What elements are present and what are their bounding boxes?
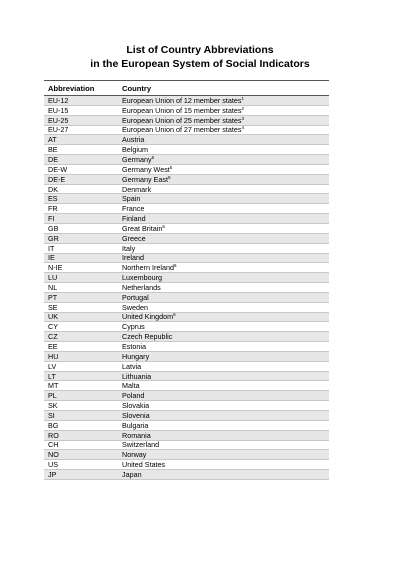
- abbreviation-cell: PL: [48, 391, 57, 401]
- abbreviation-cell: SI: [48, 410, 55, 420]
- country-name: Greece: [122, 233, 146, 243]
- footnote-marker: 5: [169, 164, 173, 170]
- abbreviation-cell: DE-W: [48, 164, 68, 174]
- abbreviation-cell: DK: [48, 184, 58, 194]
- table-row: [44, 400, 329, 410]
- table-row: [44, 203, 329, 213]
- country-cell: [122, 96, 244, 105]
- table-row: [44, 233, 329, 243]
- country-cell: [122, 303, 148, 312]
- country-cell: [122, 440, 159, 449]
- abbreviation-cell: N-IE: [48, 263, 63, 273]
- country-cell: [122, 293, 149, 302]
- abbreviation-cell: MT: [48, 381, 59, 391]
- country-cell: [122, 391, 144, 400]
- country-cell: [122, 204, 144, 213]
- table-row: [44, 459, 329, 469]
- country-name: Romania: [122, 430, 151, 440]
- footnote-marker: 1: [241, 95, 244, 101]
- country-name: Ireland: [122, 253, 144, 263]
- table-row: [44, 134, 329, 144]
- country-cell: [122, 283, 161, 292]
- country-cell: [122, 342, 146, 351]
- header-country: Country: [122, 83, 152, 93]
- country-cell: [122, 145, 148, 154]
- abbreviation-cell: LV: [48, 361, 57, 371]
- table-row: [44, 174, 329, 184]
- country-name: Slovenia: [122, 410, 150, 420]
- table-row: [44, 292, 329, 302]
- abbreviation-cell: SK: [48, 401, 58, 411]
- country-cell: [122, 253, 144, 262]
- table-row: [44, 331, 329, 341]
- abbreviation-cell: HU: [48, 351, 59, 361]
- country-name: Spain: [122, 194, 141, 204]
- country-name: Cyprus: [122, 322, 145, 332]
- table-row: [44, 184, 329, 194]
- country-name: United States: [122, 460, 166, 470]
- title-line-1: List of Country Abbreviations: [126, 44, 274, 56]
- footnote-marker: 4: [241, 125, 244, 131]
- country-cell: [122, 401, 149, 410]
- country-cell: [122, 194, 140, 203]
- table-row: [44, 351, 329, 361]
- country-cell: [122, 175, 170, 184]
- table-row: [44, 341, 329, 351]
- table-row: [44, 361, 329, 371]
- country-cell: [122, 322, 145, 331]
- country-name: Belgium: [122, 145, 148, 155]
- abbreviation-cell: EU-25: [48, 115, 69, 125]
- table-row: [44, 193, 329, 203]
- table-row: [44, 282, 329, 292]
- country-cell: [122, 421, 148, 430]
- table-row: [44, 302, 329, 312]
- country-name: France: [122, 204, 145, 214]
- country-name: Poland: [122, 391, 145, 401]
- abbreviation-cell: BG: [48, 420, 59, 430]
- country-cell: [122, 352, 149, 361]
- table-row: [44, 95, 329, 105]
- country-cell: [122, 312, 176, 321]
- country-name: United Kingdom: [122, 312, 174, 322]
- country-name: Japan: [122, 469, 142, 479]
- abbreviation-cell: IE: [48, 253, 55, 263]
- footnote-marker: 5: [167, 174, 171, 180]
- country-name: Netherlands: [122, 282, 161, 292]
- country-cell: [122, 273, 162, 282]
- country-name: Luxembourg: [122, 273, 162, 283]
- country-cell: [122, 234, 146, 243]
- footnote-marker: 6: [162, 223, 165, 229]
- country-name: Sweden: [122, 302, 148, 312]
- table-row: [44, 430, 329, 440]
- country-cell: [122, 470, 142, 479]
- footnote-marker: 2: [241, 105, 244, 111]
- table-row: [44, 154, 329, 164]
- footnote-marker: 5: [151, 154, 155, 160]
- country-cell: [122, 106, 244, 115]
- country-name: European Union of 25 member states: [122, 115, 242, 125]
- country-name: Slovakia: [122, 401, 150, 411]
- table-row: [44, 371, 329, 381]
- abbreviation-cell: NO: [48, 450, 59, 460]
- abbreviation-cell: ES: [48, 194, 58, 204]
- footnote-marker: 3: [241, 115, 244, 121]
- header-abbreviation: Abbreviation: [48, 83, 95, 93]
- country-name: Germany: [122, 154, 152, 164]
- table-row: [44, 144, 329, 154]
- country-cell: [122, 450, 146, 459]
- table-row: [44, 390, 329, 400]
- title-line-2: in the European System of Social Indicators: [90, 57, 310, 70]
- table-row: [44, 440, 329, 450]
- abbreviation-cell: EU-15: [48, 105, 69, 115]
- country-name: Norway: [122, 450, 147, 460]
- country-cell: [122, 125, 244, 134]
- country-cell: [122, 411, 150, 420]
- abbreviation-cell: FI: [48, 214, 55, 224]
- country-name: Italy: [122, 243, 136, 253]
- abbreviation-cell: EU-12: [48, 95, 69, 105]
- country-name: Denmark: [122, 184, 152, 194]
- country-name: European Union of 12 member states: [122, 95, 242, 105]
- footnote-marker: 6: [173, 312, 176, 318]
- abbreviation-cell: SE: [48, 302, 58, 312]
- table-row: [44, 115, 329, 125]
- country-name: Finland: [122, 214, 146, 224]
- table-row: [44, 253, 329, 263]
- table-row: [44, 272, 329, 282]
- abbreviation-cell: LT: [48, 371, 56, 381]
- table-row: [44, 449, 329, 459]
- country-cell: [122, 332, 172, 341]
- abbreviation-cell: JP: [48, 469, 57, 479]
- country-cell: [122, 381, 140, 390]
- abbreviation-cell: EU-27: [48, 125, 69, 135]
- table-row: [44, 243, 329, 253]
- table-row: [44, 420, 329, 430]
- country-name: Northern Ireland: [122, 263, 174, 273]
- abbreviation-cell: CY: [48, 322, 58, 332]
- abbreviation-cell: EE: [48, 342, 58, 352]
- country-cell: [122, 135, 144, 144]
- table-header-row: [44, 81, 329, 95]
- country-name: Great Britain: [122, 223, 163, 233]
- country-cell: [122, 214, 146, 223]
- country-cell: [122, 263, 176, 272]
- abbreviation-cell: DE-E: [48, 174, 66, 184]
- country-cell: [122, 185, 151, 194]
- abbreviation-cell: PT: [48, 292, 58, 302]
- abbreviation-cell: UK: [48, 312, 58, 322]
- abbreviation-cell: GR: [48, 233, 59, 243]
- country-name: Hungary: [122, 351, 150, 361]
- table-row: [44, 380, 329, 390]
- country-cell: [122, 431, 151, 440]
- table-row: [44, 312, 329, 322]
- country-name: Estonia: [122, 342, 146, 352]
- abbreviation-cell: NL: [48, 282, 58, 292]
- abbreviation-cell: GB: [48, 223, 59, 233]
- table-row: [44, 262, 329, 272]
- country-name: Switzerland: [122, 440, 160, 450]
- country-name: Germany East: [122, 174, 168, 184]
- abbreviation-cell: LU: [48, 273, 58, 283]
- page-title: [0, 44, 400, 71]
- table-row: [44, 321, 329, 331]
- country-name: Portugal: [122, 292, 149, 302]
- country-name: Austria: [122, 135, 145, 145]
- abbreviation-cell: AT: [48, 135, 57, 145]
- abbreviation-cell: CZ: [48, 332, 58, 342]
- country-cell: [122, 362, 141, 371]
- country-cell: [122, 244, 135, 253]
- table-bottom-rule: [44, 479, 329, 480]
- abbreviation-cell: FR: [48, 204, 58, 214]
- abbreviation-cell: US: [48, 460, 58, 470]
- table-row: [44, 164, 329, 174]
- abbreviation-cell: DE: [48, 154, 58, 164]
- country-name: Malta: [122, 381, 140, 391]
- country-cell: [122, 155, 154, 164]
- table-row: [44, 213, 329, 223]
- country-cell: [122, 224, 165, 233]
- country-name: Lithuania: [122, 371, 152, 381]
- table-row: [44, 410, 329, 420]
- country-name: Latvia: [122, 361, 142, 371]
- country-cell: [122, 372, 151, 381]
- abbreviation-cell: RO: [48, 430, 59, 440]
- country-name: Czech Republic: [122, 332, 173, 342]
- abbreviation-table: [44, 80, 329, 480]
- country-cell: [122, 460, 165, 469]
- country-name: Germany West: [122, 164, 170, 174]
- table-row: [44, 469, 329, 479]
- country-cell: [122, 116, 244, 125]
- country-name: Bulgaria: [122, 420, 149, 430]
- table-body: [44, 95, 329, 479]
- footnote-marker: 6: [173, 263, 177, 269]
- abbreviation-cell: IT: [48, 243, 55, 253]
- table-row: [44, 105, 329, 115]
- table-row: [44, 223, 329, 233]
- country-cell: [122, 165, 172, 174]
- table-row: [44, 125, 329, 135]
- abbreviation-cell: CH: [48, 440, 59, 450]
- country-name: European Union of 15 member states: [122, 105, 242, 115]
- country-name: European Union of 27 member states: [122, 125, 242, 135]
- abbreviation-cell: BE: [48, 145, 58, 155]
